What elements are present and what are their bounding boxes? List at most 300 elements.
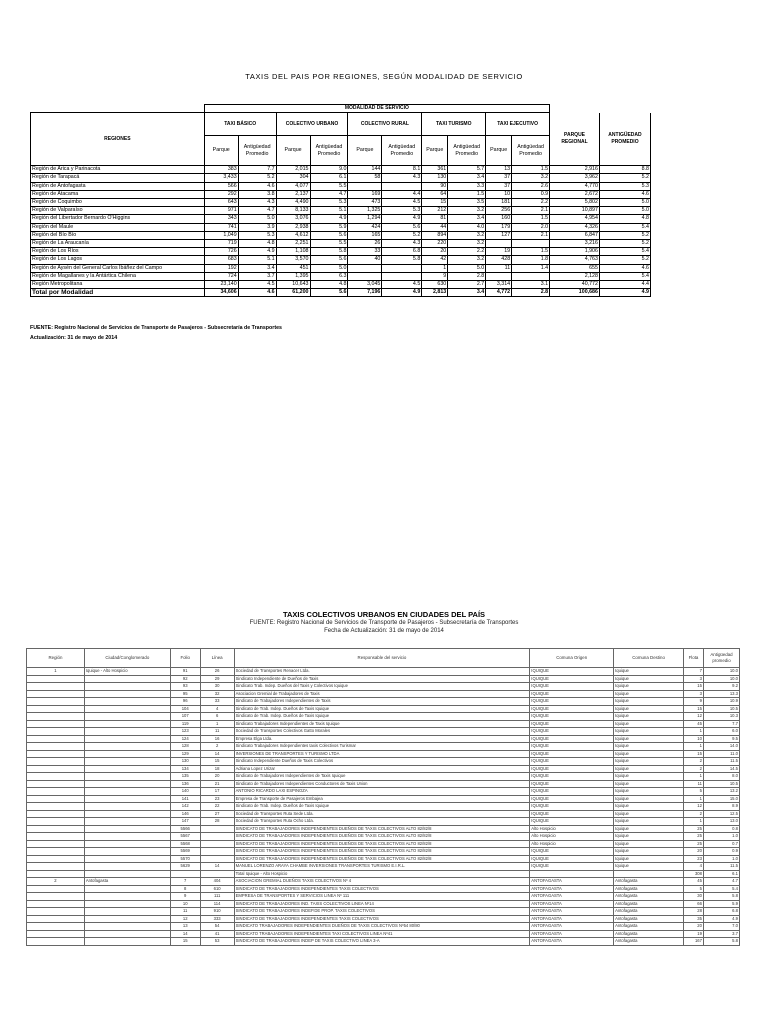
region-value [512,240,550,248]
table-cell: Antofagasta [614,885,684,893]
table-cell: 130 [170,758,200,766]
table-cell: Iquique [614,758,684,766]
table-cell: Iquique [614,735,684,743]
region-value: 1.5 [512,215,550,223]
table-cell: Iquique [614,833,684,841]
table-cell [84,855,170,863]
table-cell: 333 [200,915,234,923]
table-cell: 23 [200,795,234,803]
table-cell: IQUIQUE [530,780,614,788]
region-value [382,264,422,272]
table-cell: Antofagasta [614,923,684,931]
table-cell: IQUIQUE [530,720,614,728]
region-value: 37 [486,182,512,190]
table-cell: Iquique [614,713,684,721]
table-cell: 1.0 [703,855,739,863]
table-row [27,885,740,893]
region-value: 13 [486,166,512,174]
table-cell: Iquique [614,728,684,736]
region-value: 3.7 [238,272,276,280]
region-value: 6,847 [550,231,600,239]
table-cell: Iquique [614,818,684,826]
table-cell [27,840,85,848]
region-value: 4,770 [550,182,600,190]
region-value: 19 [486,248,512,256]
table-row [27,705,740,713]
region-name: Región del Maule [31,223,205,231]
region-value: 292 [204,190,238,198]
taxis-by-region-table [30,104,651,297]
table-cell [84,870,170,878]
region-value: 2.2 [512,199,550,207]
table-row [27,870,740,878]
region-value: 3,076 [276,215,310,223]
table-cell: 2 [200,743,234,751]
table-row [27,825,740,833]
table-cell: 308 [684,870,704,878]
table-cell: Sindicato de Trab. Indep. Dueños de Taxis Iquique [234,713,530,721]
region-row [31,231,651,239]
table-cell: 1 [684,773,704,781]
table-cell [27,795,85,803]
region-value: 58 [348,174,382,182]
region-value: 566 [204,182,238,190]
table-cell [84,765,170,773]
region-value: 971 [204,207,238,215]
region-value: 726 [204,248,238,256]
region-value: 26 [348,240,382,248]
table-cell: IQUIQUE [530,750,614,758]
table-cell: 0.9 [703,848,739,856]
table-cell [27,848,85,856]
region-value: 5.6 [310,231,348,239]
table-cell: Iquique [614,683,684,691]
region-value: 160 [486,215,512,223]
table-cell: 2 [684,765,704,773]
table-cell: 1 [684,743,704,751]
table-cell: 20 [200,773,234,781]
total-value: 4,772 [486,289,512,297]
table-cell [170,870,200,878]
region-value: 451 [276,264,310,272]
table-cell: 11 [200,728,234,736]
region-value: 4.6 [599,264,650,272]
table-cell: EMPRESA DE TRANSPORTES Y SERVICIOS LINEA Nº 111 [234,893,530,901]
table-cell: 17 [200,788,234,796]
region-value: 33 [348,248,382,256]
region-name: Región de Los Ríos [31,248,205,256]
table-cell [27,690,85,698]
region-value: 2.8 [448,272,486,280]
table-cell [27,698,85,706]
region-value: 10 [486,190,512,198]
table-cell: 11.0 [703,750,739,758]
table-cell: 19 [684,930,704,938]
table-cell: 92 [170,675,200,683]
table-cell: 404 [200,878,234,886]
table-row [27,795,740,803]
region-value: 4.9 [310,215,348,223]
table-cell: 6.1 [703,870,739,878]
region-value: 23,140 [204,281,238,289]
table-cell [27,870,85,878]
table-row [27,900,740,908]
region-value: 144 [348,166,382,174]
table-cell [27,683,85,691]
table-cell [27,855,85,863]
region-value: 11 [486,264,512,272]
region-value: 10,897 [550,207,600,215]
region-value: 20 [422,248,448,256]
region-name: Región de Magallanes y la Antártica Chilena [31,272,205,280]
table-cell: 4 [200,705,234,713]
table-cell: 6 [200,713,234,721]
region-value: 719 [204,240,238,248]
table-cell [84,900,170,908]
table-row [27,788,740,796]
total-value: 7,196 [348,289,382,297]
table-cell: IQUIQUE [530,675,614,683]
table-row [27,848,740,856]
table-cell: 114 [200,900,234,908]
table-cell: ANTOFAGASTA [530,885,614,893]
table-cell: Antofagasta [614,893,684,901]
region-value: 181 [486,199,512,207]
region-value [512,272,550,280]
table-cell: IQUIQUE [530,765,614,773]
region-value: 5.2 [599,231,650,239]
table-cell: 3.7 [703,930,739,938]
table-cell: 7 [684,668,704,676]
region-value: 3.2 [448,256,486,264]
table-cell [27,908,85,916]
table-cell: SINDICATO DE TRABAJADORES INDEP.DE PROP. TAXIS COLECTIVOS [234,908,530,916]
table-row [27,810,740,818]
region-row [31,240,651,248]
table-cell: Antofagasta [614,915,684,923]
table-cell [84,690,170,698]
table-cell: SINDICATO TRABAJADORES INDEPENDIENTES DUEÑOS DE TAXIS COLECTIVOS Nº54 80/80 [234,923,530,931]
table-cell [27,900,85,908]
table-row [27,893,740,901]
table-cell: 14 [200,863,234,871]
table-cell: SINDICATO DE TRABAJADORES INDEPENDIENTES DUEÑOS DE TAXIS COLECTIVOS ALTO 82/82/8 [234,825,530,833]
region-value: 5.4 [599,223,650,231]
table-cell: Iquique [614,848,684,856]
antiguedad-promedio-header: ANTIGÜEDAD PROMEDIO [599,113,650,166]
table-row [27,683,740,691]
table-cell: 14.5 [703,765,739,773]
region-value: 630 [422,281,448,289]
region-value: 5.6 [310,256,348,264]
table-cell: Iquique [614,750,684,758]
table-cell: 4 [684,863,704,871]
region-name: Región del Bío Bío [31,231,205,239]
region-value: 8.1 [382,166,422,174]
table-cell: 12.5 [703,810,739,818]
table-row [27,750,740,758]
region-value: 5.0 [238,215,276,223]
table-cell: 7 [170,878,200,886]
region-value: 5.1 [310,207,348,215]
total-label: Total por Modalidad [31,289,205,297]
region-value: 1.5 [448,190,486,198]
table-cell: SINDICATO DE TRABAJADORES IND. TAXIS COLECTIVOS LINEA Nº14 [234,900,530,908]
region-value: 192 [204,264,238,272]
region-value: 2.2 [448,248,486,256]
table-cell: Iquique [614,698,684,706]
region-value: 127 [486,231,512,239]
table-cell: 7.7 [703,720,739,728]
table-cell: Sindicato Trabajadores Independientes taxis Colectivos Turismar [234,743,530,751]
table-cell: 5567 [170,833,200,841]
table-cell: ANTOFAGASTA [530,930,614,938]
table-cell: Antofagasta [614,900,684,908]
table-cell [27,728,85,736]
table-cell [27,743,85,751]
region-value: 0.9 [512,190,550,198]
table-cell: IQUIQUE [530,735,614,743]
table-row [27,803,740,811]
table-cell: Iquique [614,705,684,713]
table-cell [27,773,85,781]
table-cell: 29 [200,675,234,683]
table-cell: Alto Hospicio [530,833,614,841]
table-cell: 6.8 [703,908,739,916]
region-value: 3.8 [238,190,276,198]
table-cell [27,758,85,766]
table-cell: 12 [170,915,200,923]
table-cell: 20 [684,848,704,856]
table-cell: 146 [170,810,200,818]
region-value: 4.7 [310,190,348,198]
table-cell: Iquique [614,765,684,773]
table-cell [27,810,85,818]
table-cell: 1 [684,728,704,736]
table1-updated: Actualización: 31 de mayo de 2014 [30,335,118,341]
table-cell [27,825,85,833]
region-value: 5.3 [238,231,276,239]
region-value: 4,077 [276,182,310,190]
region-value: 5.3 [310,199,348,207]
region-value: 2.6 [512,182,550,190]
table-cell: Iquique [614,690,684,698]
table-cell: 45 [684,878,704,886]
table-cell: 18 [200,765,234,773]
table-cell: Antofagasta [614,878,684,886]
region-value: 5.1 [238,256,276,264]
table-cell: Antofagasta [614,930,684,938]
table-cell: 10.0 [703,675,739,683]
region-value: 256 [486,207,512,215]
table-cell: 25 [684,833,704,841]
table-row [27,698,740,706]
table-cell: 95 [170,690,200,698]
table-cell: 28 [200,818,234,826]
table-cell: SINDICATO DE TRABAJADORES INDEPENDIENTES DUEÑOS DE TAXIS COLECTIVOS ALTO 82/82/8 [234,855,530,863]
table-row [27,818,740,826]
table-cell: 6.0 [703,728,739,736]
table-cell: 20 [684,923,704,931]
table-cell: 9 [684,698,704,706]
table-cell [27,833,85,841]
region-value: 3,570 [276,256,310,264]
table-cell [84,908,170,916]
table-cell: 53 [200,938,234,946]
table-cell [84,675,170,683]
table-cell: 13.3 [703,690,739,698]
table-cell: IQUIQUE [530,848,614,856]
table-cell: Adriana Lopez Urizar [234,765,530,773]
table-cell: 136 [170,780,200,788]
table-cell: SINDICATO TRABAJADORES INDEPENDIENTES TAXI COLECTIVOS LINEA Nº41 [234,930,530,938]
region-value: 5.4 [599,272,650,280]
region-value: 4,763 [550,256,600,264]
region-value: 4.3 [382,174,422,182]
table-cell: 0.8 [703,825,739,833]
group-header-taxi-basico: TAXI BÁSICO [204,113,276,136]
table-cell: 11.5 [703,758,739,766]
table-cell: SINDICATO DE TRABAJADORES INDEPENDIENTES DUEÑOS DE TAXIS COLECTIVOS ALTO 82/82/8 [234,840,530,848]
region-row [31,281,651,289]
table-cell [84,773,170,781]
table1-title: TAXIS DEL PAIS POR REGIONES, SEGÚN MODALIDAD DE SERVICIO [245,72,523,81]
table-cell [84,885,170,893]
parque-regional-header: PARQUE REGIONAL [550,113,600,166]
colectivos-urbanos-table [26,648,740,946]
table-cell: ANTONIO RICARDO LAXI ESPINOZA [234,788,530,796]
region-value: 165 [348,231,382,239]
table-cell: Sociedad de Transportes Ruta Ocho Ltda. [234,818,530,826]
table-cell [27,930,85,938]
table-cell [27,803,85,811]
region-value: 3,216 [550,240,600,248]
table-cell: 13.0 [703,818,739,826]
table-cell [27,915,85,923]
antiguedad-subheader: Antigüedad Promedio [310,136,348,166]
table-cell: 3 [684,690,704,698]
region-value: 5.6 [382,223,422,231]
table-cell: SINDICATO DE TRABAJADORES INDEPENDIENTES DUEÑOS DE TAXIS COLECTIVOS ALTO 82/82/8 [234,833,530,841]
region-value: 2,128 [550,272,600,280]
region-value: 2,672 [550,190,600,198]
total-value: 61,200 [276,289,310,297]
region-value: 9 [422,272,448,280]
region-value: 1.8 [512,256,550,264]
table-cell [84,713,170,721]
table-cell: ANTOFAGASTA [530,893,614,901]
region-value: 64 [422,190,448,198]
table-cell: IQUIQUE [530,855,614,863]
table-cell [200,870,234,878]
total-value: 4.6 [238,289,276,297]
region-value: 5.9 [310,223,348,231]
table-cell: 5566 [170,825,200,833]
region-value: 361 [422,166,448,174]
region-value: 1,108 [276,248,310,256]
region-value: 3.2 [448,240,486,248]
region-value: 40 [348,256,382,264]
table-cell: 1 [27,668,85,676]
region-value: 8,133 [276,207,310,215]
table-cell: IQUIQUE [530,668,614,676]
table-cell: 5 [684,885,704,893]
table-cell: 123 [170,728,200,736]
table-cell: Antofagasta [84,878,170,886]
region-value: 4.0 [448,223,486,231]
region-value: 4,490 [276,199,310,207]
table-cell: 3 [684,675,704,683]
table-cell [84,938,170,946]
table-cell [84,825,170,833]
table-row [27,840,740,848]
region-row [31,182,651,190]
table-cell: IQUIQUE [530,728,614,736]
table-row [27,720,740,728]
table-cell [84,743,170,751]
table-cell [27,750,85,758]
table-row [27,930,740,938]
parque-subheader: Parque [204,136,238,166]
antiguedad-subheader: Antigüedad Promedio [512,136,550,166]
region-value: 4.8 [599,215,650,223]
table-cell [27,780,85,788]
region-value: 2.0 [512,223,550,231]
region-value: 7.7 [238,166,276,174]
region-value: 3.3 [448,182,486,190]
region-value: 4,612 [276,231,310,239]
region-value: 4.4 [382,190,422,198]
table-row [27,743,740,751]
table-cell: Sindicato de Trabajadores Independientes de Taxis Iquique [234,773,530,781]
region-value: 4,326 [550,223,600,231]
table-cell: 26 [200,668,234,676]
table-cell: 140 [170,788,200,796]
region-value: 40,772 [550,281,600,289]
table-cell [84,795,170,803]
table-cell: IQUIQUE [530,713,614,721]
table-cell [84,735,170,743]
group-header-colectivo-urbano: COLECTIVO URBANO [276,113,348,136]
region-value: 1.5 [512,166,550,174]
table-cell: 54 [200,923,234,931]
table-cell: Antofagasta [614,908,684,916]
region-row [31,190,651,198]
region-value: 1,395 [276,272,310,280]
region-value: 10,643 [276,281,310,289]
table-cell: Sociedad de Transportes Renacer Ltda. [234,668,530,676]
table-cell: 134 [170,765,200,773]
region-value: 4.8 [310,281,348,289]
table-row [27,878,740,886]
table-cell [84,683,170,691]
table-cell: Iquique [614,810,684,818]
region-name: Región de La Araucanía [31,240,205,248]
region-value: 5.2 [599,240,650,248]
region-value: 5.0 [599,207,650,215]
table-cell: 10.9 [703,698,739,706]
region-value: 1.5 [512,248,550,256]
table-cell: SINDICATO DE TRABAJADORES INDEPENDIENTES TAXIS COLECTIVOS [234,915,530,923]
region-value: 3,962 [550,174,600,182]
table-cell: 11.5 [703,863,739,871]
table-cell: 12 [684,803,704,811]
region-row [31,166,651,174]
region-name: Región de Arica y Parinacota [31,166,205,174]
total-value: 3.4 [448,289,486,297]
table-cell: 23 [684,855,704,863]
region-value: 6.8 [382,248,422,256]
